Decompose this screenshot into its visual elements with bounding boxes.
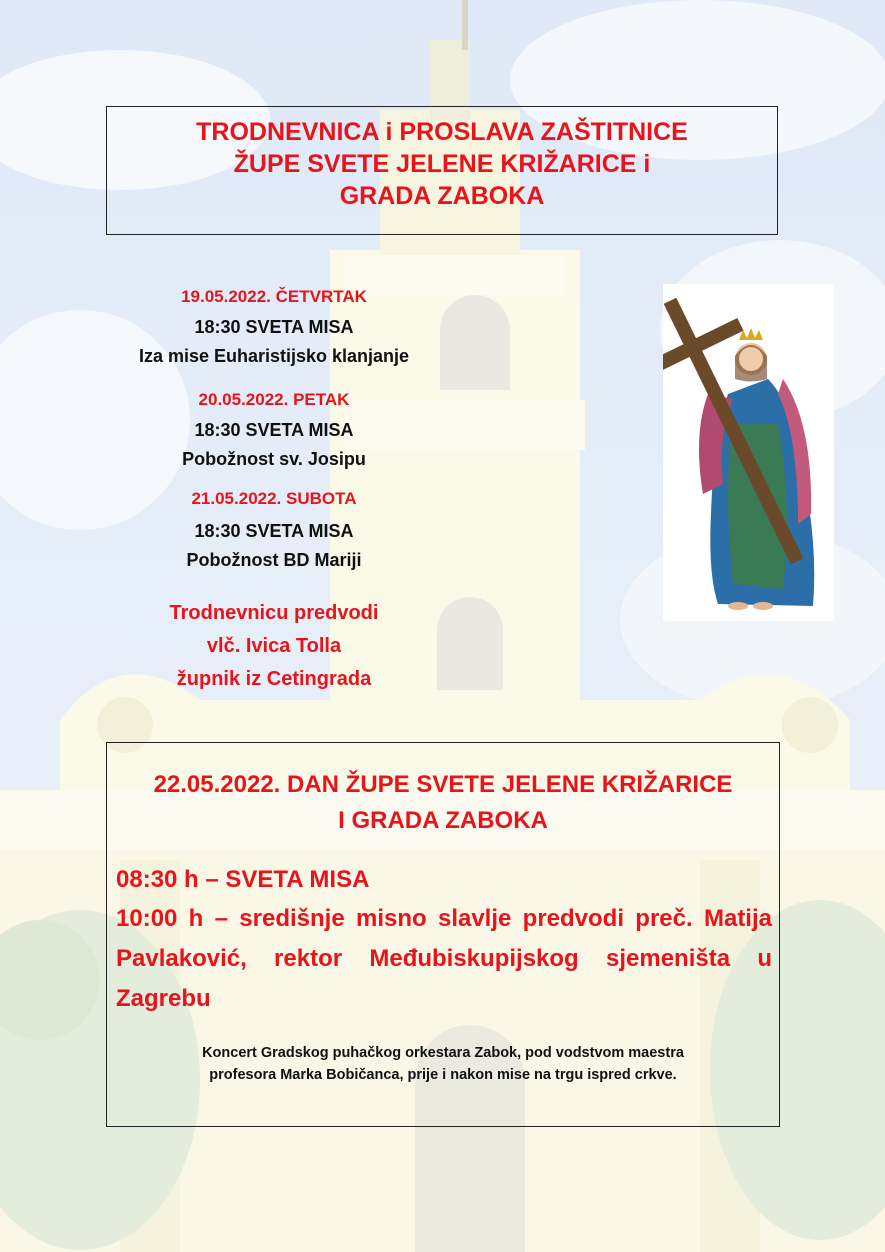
- day-thursday: [64, 286, 484, 372]
- schedule-item-early-mass: 08:30 h – SVETA MISA: [116, 866, 370, 893]
- day-saturday: [64, 488, 484, 576]
- feast-title: [107, 767, 779, 839]
- day-extra: Iza mise Euharistijsko klanjanje: [138, 346, 410, 366]
- saint-helena-image: [663, 284, 834, 621]
- day-friday: [64, 389, 484, 475]
- day-extra: Pobožnost sv. Josipu: [182, 449, 366, 469]
- title-line-2: ŽUPE SVETE JELENE KRIŽARICE i: [233, 150, 651, 178]
- novena-leader: [64, 597, 484, 696]
- day-mass: 18:30 SVETA MISA: [194, 420, 354, 440]
- concert-line-1: Koncert Gradskog puhačkog orkestara Zabok, pod vodstvom maestra: [202, 1045, 684, 1061]
- day-date: 21.05.2022. SUBOTA: [191, 489, 357, 508]
- leader-line-3: župnik iz Cetingrada: [176, 668, 372, 690]
- schedule-item-central-mass: 10:00 h – središnje misno slavlje predvodi preč. Matija Pavlaković, rektor Međubiskupijskog sjemeništa u Zagrebu: [116, 905, 772, 1012]
- day-mass: 18:30 SVETA MISA: [194, 521, 354, 541]
- day-extra: Pobožnost BD Mariji: [186, 550, 362, 570]
- leader-line-1: Trodnevnicu predvodi: [169, 602, 379, 624]
- concert-line-2: profesora Marka Bobičanca, prije i nakon mise na trgu ispred crkve.: [209, 1067, 677, 1083]
- concert-note: [107, 1042, 779, 1086]
- feast-title-line-1: 22.05.2022. DAN ŽUPE SVETE JELENE KRIŽARICE: [153, 771, 733, 798]
- feast-title-line-2: I GRADA ZABOKA: [338, 807, 548, 834]
- title-line-3: GRADA ZABOKA: [339, 182, 545, 210]
- day-mass: 18:30 SVETA MISA: [194, 317, 354, 337]
- feast-schedule: [116, 861, 772, 1019]
- day-date: 19.05.2022. ČETVRTAK: [181, 287, 367, 306]
- title-box: [106, 106, 778, 235]
- feast-day-box: [106, 742, 780, 1127]
- leader-line-2: vlč. Ivica Tolla: [206, 635, 342, 657]
- title-line-1: TRODNEVNICA i PROSLAVA ZAŠTITNICE: [196, 118, 688, 146]
- day-date: 20.05.2022. PETAK: [198, 390, 350, 409]
